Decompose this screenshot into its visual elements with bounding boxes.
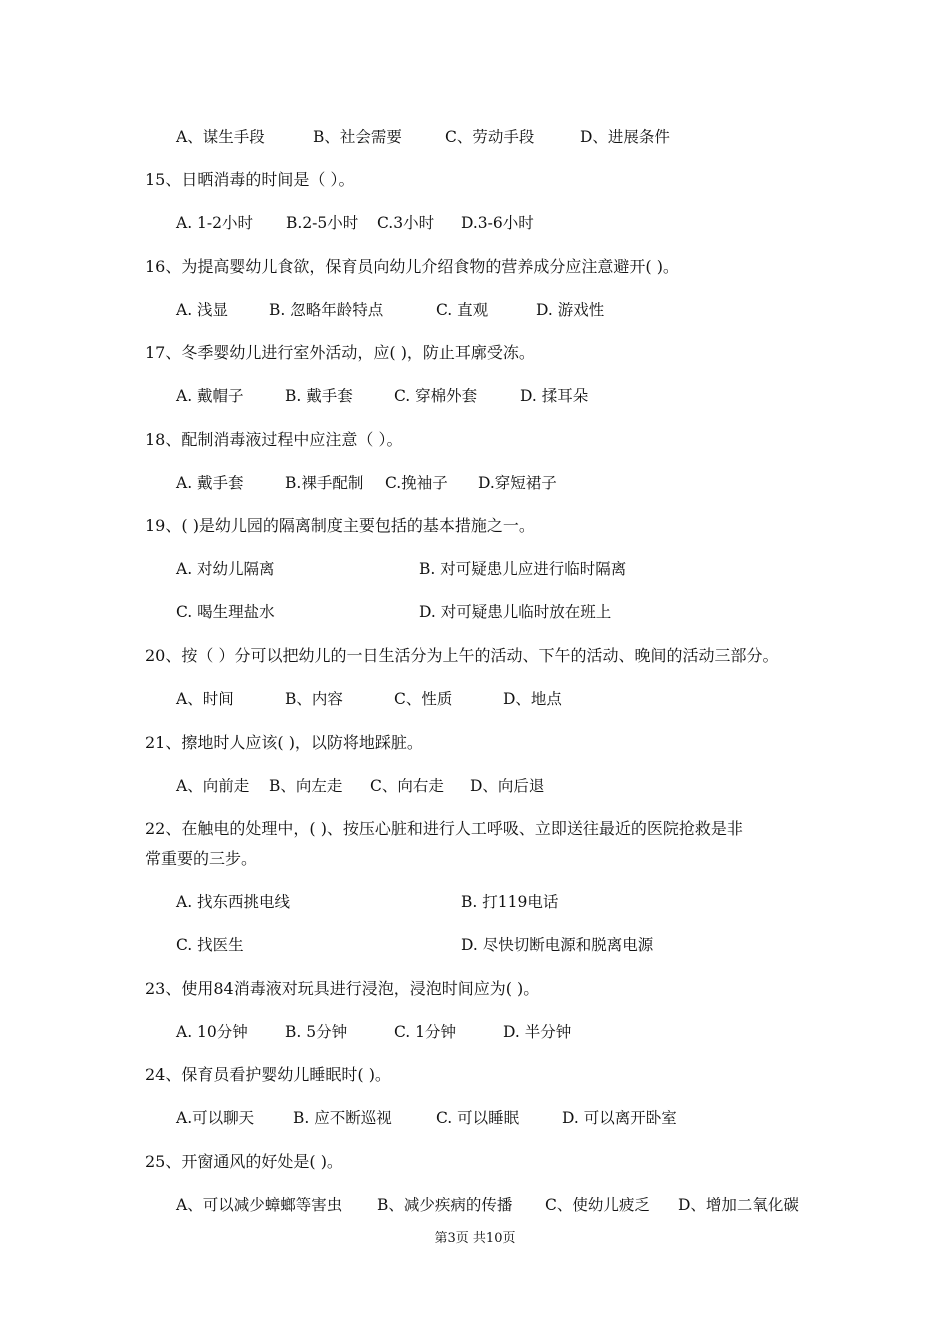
option: D.3-6小时 — [461, 214, 534, 232]
option: C、性质 — [394, 690, 453, 708]
option: A. 戴帽子 — [176, 387, 244, 405]
option: B. 应不断巡视 — [293, 1109, 392, 1127]
option: D. 揉耳朵 — [520, 387, 589, 405]
option: C、使幼儿疲乏 — [545, 1196, 650, 1214]
question-17: 17、冬季婴幼儿进行室外活动，应( )，防止耳廓受冻。 — [145, 343, 535, 362]
option: C. 直观 — [436, 301, 489, 319]
option: B. 对可疑患儿应进行临时隔离 — [419, 560, 627, 578]
option: C. 找医生 — [176, 936, 244, 954]
option: A. 戴手套 — [176, 474, 244, 492]
option: D.穿短裙子 — [478, 474, 557, 492]
option: B. 忽略年龄特点 — [269, 301, 384, 319]
option: D. 对可疑患儿临时放在班上 — [419, 603, 612, 621]
page-footer: 第3页 共10页 — [434, 1231, 516, 1246]
option: B.裸手配制 — [285, 474, 364, 492]
option: A、谋生手段 — [176, 128, 265, 146]
option: D、地点 — [503, 690, 562, 708]
question-15: 15、日晒消毒的时间是（ ）。 — [145, 170, 355, 189]
option: C. 1分钟 — [394, 1023, 457, 1041]
option: A. 10分钟 — [176, 1023, 248, 1041]
option: B. 戴手套 — [285, 387, 353, 405]
option: A.可以聊天 — [176, 1109, 255, 1127]
option: A. 1-2小时 — [176, 214, 254, 232]
option: C、向右走 — [370, 777, 444, 795]
option: A、可以减少蟑螂等害虫 — [176, 1196, 343, 1214]
question-23: 23、使用84消毒液对玩具进行浸泡，浸泡时间应为( )。 — [145, 979, 540, 998]
option: B、内容 — [285, 690, 343, 708]
question-16: 16、为提高婴幼儿食欲，保育员向幼儿介绍食物的营养成分应注意避开( )。 — [145, 257, 679, 276]
option: A. 浅显 — [176, 301, 229, 319]
option: D、向后退 — [470, 777, 545, 795]
option: A. 对幼儿隔离 — [176, 560, 275, 578]
option: B、社会需要 — [313, 128, 402, 146]
option: C. 穿棉外套 — [394, 387, 478, 405]
question-19: 19、( )是幼儿园的隔离制度主要包括的基本措施之一。 — [145, 516, 535, 535]
option: D、增加二氧化碳 — [678, 1196, 799, 1214]
question-24: 24、保育员看护婴幼儿睡眠时( )。 — [145, 1065, 391, 1084]
option: C、劳动手段 — [445, 128, 535, 146]
option: B、减少疾病的传播 — [377, 1196, 513, 1214]
question-22-line1: 22、在触电的处理中，( )、按压心脏和进行人工呼吸、立即送往最近的医院抢救是非 — [145, 819, 743, 838]
question-22-line2: 常重要的三步。 — [145, 849, 258, 868]
option: C.挽袖子 — [385, 474, 448, 492]
option: B、向左走 — [269, 777, 343, 795]
option: B. 5分钟 — [285, 1023, 348, 1041]
question-20: 20、按（ ）分可以把幼儿的一日生活分为上午的活动、下午的活动、晚间的活动三部分。 — [145, 646, 779, 665]
option: D、进展条件 — [580, 128, 670, 146]
option: C. 喝生理盐水 — [176, 603, 275, 621]
option: A. 找东西挑电线 — [176, 893, 291, 911]
option: D. 游戏性 — [536, 301, 605, 319]
option: D. 半分钟 — [503, 1023, 572, 1041]
option: C. 可以睡眠 — [436, 1109, 520, 1127]
option: B. 打119电话 — [461, 893, 559, 911]
question-18: 18、配制消毒液过程中应注意（ ）。 — [145, 430, 403, 449]
option: A、向前走 — [176, 777, 250, 795]
option: C.3小时 — [377, 214, 435, 232]
option: D. 尽快切断电源和脱离电源 — [461, 936, 654, 954]
option: B.2-5小时 — [286, 214, 359, 232]
option: A、时间 — [176, 690, 234, 708]
question-25: 25、开窗通风的好处是( )。 — [145, 1152, 343, 1171]
option: D. 可以离开卧室 — [562, 1109, 677, 1127]
question-21: 21、擦地时人应该( )，以防将地踩脏。 — [145, 733, 423, 752]
